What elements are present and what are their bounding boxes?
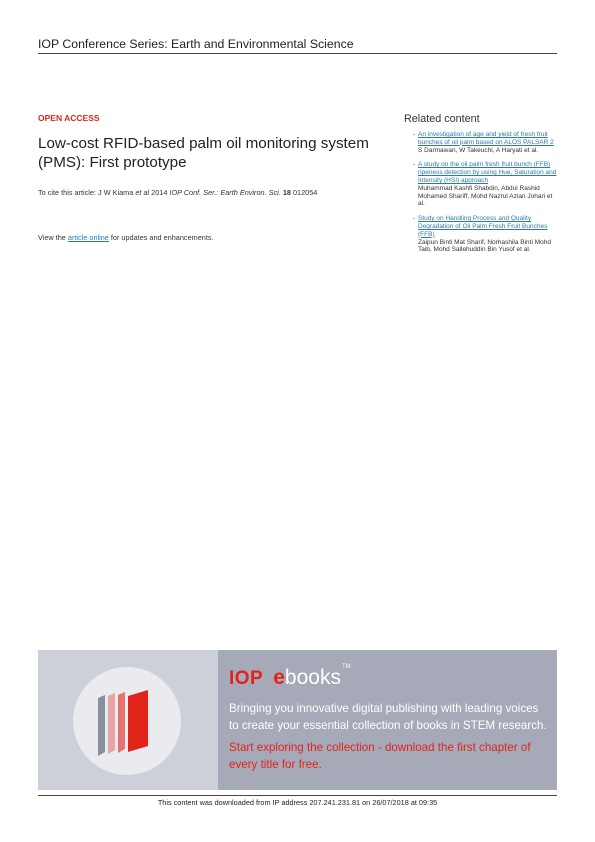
journal-header: IOP Conference Series: Earth and Environmental Science — [38, 37, 557, 54]
download-footer: This content was downloaded from IP address 207.241.231.81 on 26/07/2018 at 09:35 — [38, 795, 557, 807]
citation-article-no: 012054 — [290, 188, 318, 197]
related-item-authors: S Darmawan, W Takeuchi, A Haryati et al. — [418, 146, 539, 154]
bullet-icon: - — [413, 215, 416, 223]
related-content-list — [413, 131, 560, 261]
related-item-link[interactable]: An investigation of age and yield of fresh fruit bunches of oil palm based on ALOS PALSAR 2 — [418, 131, 554, 146]
related-item-link[interactable]: Study on Handling Process and Quality Degradation of Oil Palm Fresh Fruit Bunches (FFB) — [418, 215, 548, 238]
citation-etal: et al — [135, 188, 150, 197]
related-content-heading: Related content — [404, 113, 480, 125]
related-item — [413, 161, 560, 208]
related-item-link[interactable]: A study on the oil palm fresh fruit bunch (FFB) ripeness detection by using Hue, Saturation and Intensity (HSI) approach — [418, 161, 557, 184]
view-online-line: View the article online for updates and enhancements. — [38, 233, 214, 242]
related-item — [413, 131, 560, 154]
book-stripes-icon — [96, 690, 156, 760]
citation-journal: IOP Conf. Ser.: Earth Environ. Sci. — [169, 188, 281, 197]
bullet-icon: - — [413, 131, 416, 138]
banner-tagline: Bringing you innovative digital publishing with leading voices to create your essential collection of books in STEM research. — [229, 702, 547, 732]
iop-ebooks-logo: IOP e books TM — [229, 664, 351, 689]
citation-year: 2014 — [149, 188, 170, 197]
related-item-authors: Zaipun Binti Mat Sharif, Norhashila Binti Mohd Taib, Mohd Sallehuddin Bin Yusof et al. — [418, 238, 551, 254]
citation-prefix: To cite this article: J W Kiama — [38, 188, 136, 197]
related-item-authors: Muhammad Kashfi Shabdin, Abdul Rashid Mohamed Shariff, Mohd Nazrul Azlan Johari et al. — [418, 184, 553, 208]
related-item — [413, 215, 560, 254]
article-title: Low-cost RFID-based palm oil monitoring system (PMS): First prototype — [38, 135, 369, 171]
citation — [38, 188, 378, 197]
open-access-label: OPEN ACCESS — [38, 113, 100, 123]
banner-image-panel — [38, 650, 218, 790]
citation-volume: 18 — [282, 188, 291, 197]
ebooks-advert-banner[interactable] — [38, 650, 557, 790]
banner-cta[interactable]: Start exploring the collection - download the first chapter of every title for free. — [229, 741, 531, 771]
article-online-link[interactable]: article online — [67, 233, 109, 242]
bullet-icon: - — [413, 161, 416, 169]
